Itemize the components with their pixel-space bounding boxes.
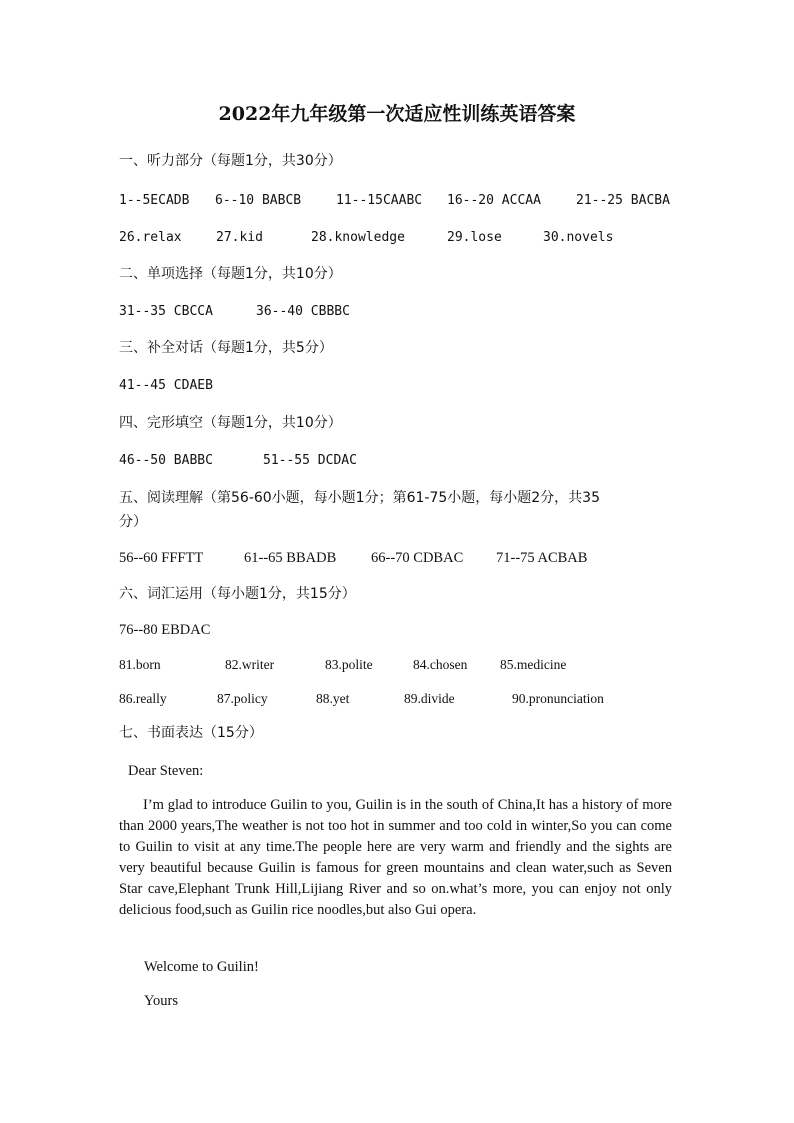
section-3-heading: 三、补全对话（每题1分，共5分） (119, 340, 333, 356)
answer-group: 36--40 CBBBC (256, 304, 350, 319)
answer-group: 66--70 CDBAC (371, 550, 464, 566)
answer-item: 90.pronunciation (512, 691, 604, 706)
answer-item: 85.medicine (500, 657, 567, 672)
answer-group: 61--65 BBADB (244, 550, 337, 566)
section-6-heading: 六、词汇运用（每小题1分，共15分） (119, 586, 356, 602)
letter-welcome: Welcome to Guilin! (144, 959, 259, 975)
answer-group: 51--55 DCDAC (263, 453, 357, 468)
answer-group: 41--45 CDAEB (119, 378, 213, 393)
answer-item: 27.kid (216, 230, 263, 245)
letter-body: I’m glad to introduce Guilin to you, Guilin is in the south of China,It has a history of more than 2000 years,The weather is not too hot in summer and too cold in winter,So you can come to Guilin to visit at any time.The people here are very warm and friendly and the sights are very beautiful because Guilin is famous for green mountains and clean water,such as Seven Star cave,Elephant Trunk Hill,Lijiang River and so on.what’s more, you can enjoy not only delicious food,such as Guilin rice noodles,but also Gui opera. (119, 797, 672, 918)
section-2-heading: 二、单项选择（每题1分，共10分） (119, 266, 342, 282)
answer-item: 86.really (119, 691, 167, 706)
answer-group: 71--75 ACBAB (496, 550, 588, 566)
answer-group: 1--5ECADB (119, 193, 190, 208)
page-title: 2022年九年级第一次适应性训练英语答案 (218, 103, 576, 125)
answer-group: 21--25 BACBA (576, 193, 670, 208)
section-1-heading: 一、听力部分（每题1分，共30分） (119, 153, 342, 169)
section-5-heading-line-2: 分） (119, 514, 147, 530)
letter-closing: Yours (144, 993, 178, 1009)
answer-group: 31--35 CBCCA (119, 304, 213, 319)
answer-item: 87.policy (217, 691, 268, 706)
answer-item: 89.divide (404, 691, 455, 706)
answer-item: 88.yet (316, 691, 350, 706)
answer-item: 83.polite (325, 657, 373, 672)
section-7-heading: 七、书面表达（15分） (119, 725, 263, 741)
answer-group: 56--60 FFFTT (119, 550, 204, 566)
answer-item: 82.writer (225, 657, 275, 672)
letter-greeting: Dear Steven: (128, 763, 204, 779)
answer-group: 16--20 ACCAA (447, 193, 541, 208)
answer-item: 26.relax (119, 230, 182, 245)
answer-item: 81.born (119, 657, 161, 672)
answer-group: 76--80 EBDAC (119, 622, 211, 638)
answer-item: 84.chosen (413, 657, 468, 672)
answer-group: 46--50 BABBC (119, 453, 213, 468)
answer-item: 30.novels (543, 230, 614, 245)
answer-group: 6--10 BABCB (215, 193, 302, 208)
section-4-heading: 四、完形填空（每题1分，共10分） (119, 415, 342, 431)
section-5-heading-line-1: 五、阅读理解（第56-60小题，每小题1分；第61-75小题，每小题2分，共35 (119, 490, 600, 506)
answer-group: 11--15CAABC (336, 193, 423, 208)
answer-item: 29.lose (447, 230, 502, 245)
answer-item: 28.knowledge (311, 230, 405, 245)
